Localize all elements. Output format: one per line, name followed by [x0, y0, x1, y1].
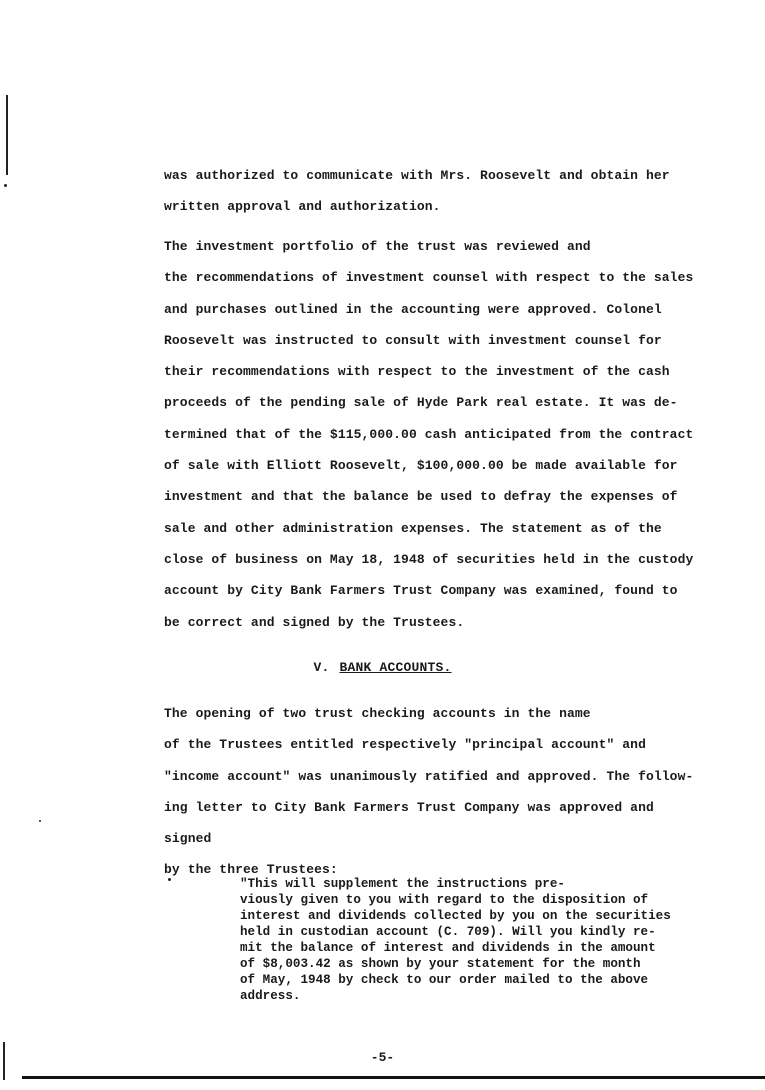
- quoted-letter: "This will supplement the instructions pre- viously given to you with regard to the disposition of interest and dividends collected by you on the securities held in custodian account (C. 709). Will you kindly re- mit the balance of interest and dividends in the amount of $8,003.42 as shown by your statement for the month of May, 1948 by check to our order mailed to the above address.: [240, 877, 671, 1003]
- scan-edge-mark: [6, 95, 8, 175]
- section-heading: [0, 660, 765, 675]
- scan-speck: [4, 184, 7, 187]
- bottom-rule: [22, 1076, 765, 1079]
- scan-speck: [39, 820, 41, 822]
- page-number: -5-: [370, 1050, 395, 1065]
- paragraph-authorization: was authorized to communicate with Mrs. Roosevelt and obtain her written approval and authorization.: [164, 168, 670, 215]
- paragraph-investment-portfolio: The investment portfolio of the trust was reviewed and the recommendations of investment counsel with respect to the sales and purchases outlined in the accounting were approved. Colonel Roosevelt was instructed to consult with investment counsel for their recommendations with respect to the investment of the cash proceeds of the pending sale of Hyde Park real estate. It was de- termined that of the $115,000.00 cash anticipated from the contract of sale with Elliott Roosevelt, $100,000.00 be made available for investment and that the balance be used to defray the expenses of sale and other administration expenses. The statement as of the close of business on May 18, 1948 of securities held in the custody account by City Bank Farmers Trust Company was examined, found to be correct and signed by the Trustees.: [164, 239, 694, 630]
- section-number: V.: [313, 660, 330, 675]
- paragraph-bank-accounts: The opening of two trust checking accounts in the name of the Trustees entitled respectively "principal account" and "income account" was unanimously ratified and approved. The follow- ing letter to City Bank Farmers Trust Company was approved and signed by the three Trustees:: [164, 706, 694, 878]
- section-title: BANK ACCOUNTS.: [339, 660, 452, 675]
